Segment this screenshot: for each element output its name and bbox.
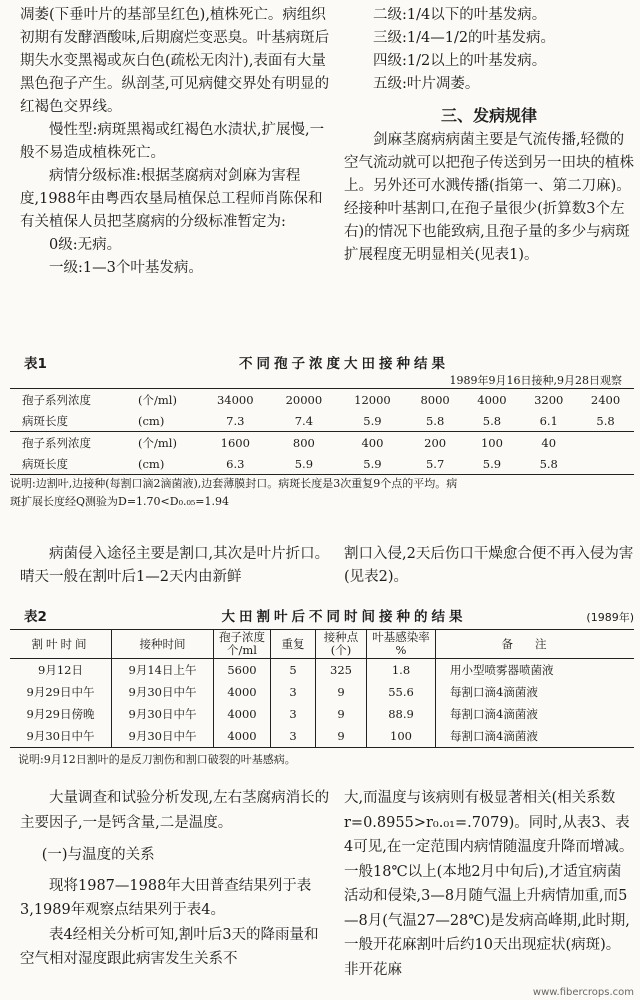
grade-item: 四级:1/2以上的叶基发病。 bbox=[373, 53, 547, 69]
row-label: 孢子系列浓度 bbox=[10, 389, 135, 411]
table2-note: 说明:9月12日割叶的是反刀割伤和割口破裂的叶基感病。 bbox=[18, 753, 296, 766]
table-cell: 5.9 bbox=[464, 453, 521, 475]
table2-block bbox=[10, 605, 634, 769]
mid-left-column bbox=[20, 543, 330, 589]
table2-title: 大田割叶后不同时间接种的结果 bbox=[221, 609, 467, 625]
paragraph: 割口入侵,2天后伤口干燥愈合便不再入侵为害(见表2)。 bbox=[344, 546, 634, 585]
table2-year-note: (1989年) bbox=[586, 611, 634, 624]
table2 bbox=[10, 629, 634, 748]
col-header: 重复 bbox=[271, 630, 316, 659]
table-cell: 200 bbox=[407, 432, 464, 454]
table1-row bbox=[10, 453, 634, 475]
table2-number: 表2 bbox=[24, 609, 47, 625]
table-cell: 6.1 bbox=[539, 413, 558, 428]
table-cell: 9 bbox=[316, 703, 367, 725]
table-cell: 5.8 bbox=[520, 453, 577, 475]
table-cell: 20000 bbox=[270, 389, 339, 411]
row-unit: (cm) bbox=[135, 453, 201, 475]
paragraph: 慢性型:病斑黑褐或红褐色水渍状,扩展慢,一般不易造成植株死亡。 bbox=[20, 122, 325, 161]
table-cell: 88.9 bbox=[367, 703, 436, 725]
table-cell: 800 bbox=[270, 432, 339, 454]
table2-header-row bbox=[10, 630, 634, 659]
table-cell: 每割口滴4滴菌液 bbox=[436, 681, 635, 703]
table-cell: 9 bbox=[316, 681, 367, 703]
table-cell: 4000 bbox=[464, 389, 521, 411]
paragraph: 大,而温度与该病则有极显著相关(相关系数r=0.8955>r₀.₀₁=.7079)。同时,从表3、表4可见,在一定范围内病情随温度升降而增减。一般18℃以上(本地2月中旬后),才适宜病菌活动和侵染,3—8月随气温上升病情加重,而5—8月(气温27—28℃)是发病高峰期,此时期,一般开花麻割叶后约10天出现症状(病斑)。非开花麻 bbox=[344, 790, 634, 978]
table1 bbox=[10, 388, 634, 475]
table-cell: 9月14日上午 bbox=[112, 659, 214, 682]
table-cell: 5600 bbox=[214, 659, 271, 682]
row-label: 病斑长度 bbox=[10, 453, 135, 475]
paragraph: 剑麻茎腐病病菌主要是气流传播,轻微的空气流动就可以把孢子传送到另一田块的植株上。另外还可水溅传播(指第一、第二刀麻)。经接种叶基割口,在孢子量很少(折算数3个左右)的情况下也能致病,且孢子量的多少与病斑扩展程度无明显相关(见表1)。 bbox=[344, 132, 634, 263]
table-cell: 3 bbox=[271, 681, 316, 703]
table-cell: 5.8 bbox=[425, 413, 445, 428]
table-cell bbox=[577, 453, 634, 475]
grade-item: 0级:无病。 bbox=[49, 237, 122, 253]
table-cell: 6.3 bbox=[201, 453, 270, 475]
table2-row bbox=[10, 725, 634, 748]
paragraph: 表4经相关分析可知,割叶后3天的降雨量和空气相对湿度跟此病害发生关系不 bbox=[20, 926, 319, 967]
table-cell: 3200 bbox=[520, 389, 577, 411]
table-cell: 3 bbox=[271, 703, 316, 725]
top-left-column bbox=[20, 4, 330, 280]
table2-row bbox=[10, 659, 634, 682]
table-cell: 4000 bbox=[214, 681, 271, 703]
table-cell: 9月30日中午 bbox=[10, 725, 112, 748]
row-unit: (个/ml) bbox=[135, 389, 201, 411]
table-cell: 100 bbox=[464, 432, 521, 454]
table2-row bbox=[10, 703, 634, 725]
table1-number: 表1 bbox=[24, 356, 47, 372]
paragraph: 现将1987—1988年大田普查结果列于表3,1989年观察点结果列于表4。 bbox=[20, 877, 312, 918]
table-cell: 5.7 bbox=[407, 453, 464, 475]
subsection-heading: (一)与温度的关系 bbox=[41, 847, 155, 863]
table-cell: 12000 bbox=[338, 389, 407, 411]
table-cell: 7.4 bbox=[294, 413, 314, 428]
table-cell: 325 bbox=[316, 659, 367, 682]
table-cell: 7.3 bbox=[226, 413, 245, 428]
row-label: 病斑长度 bbox=[22, 413, 68, 428]
table-cell: 5 bbox=[271, 659, 316, 682]
watermark: www.fibercrops.com bbox=[532, 987, 634, 998]
table1-note: 说明:边割叶,边接种(每割口滴2滴菌液),边套薄膜封口。病斑长度是3次重复9个点的平均。病 bbox=[10, 477, 458, 490]
top-right-column bbox=[344, 4, 634, 267]
table-cell: 40 bbox=[520, 432, 577, 454]
section-heading: 三、发病规律 bbox=[440, 106, 537, 125]
paragraph: 大量调查和试验分析发现,左右茎腐病消长的主要因子,一是钙含量,二是温度。 bbox=[20, 790, 330, 831]
grade-item: 三级:1/4—1/2的叶基发病。 bbox=[373, 30, 556, 46]
table2-title-row bbox=[10, 605, 634, 625]
row-label: 孢子系列浓度 bbox=[10, 432, 135, 454]
table-cell: 1600 bbox=[201, 432, 270, 454]
table-cell: 4000 bbox=[214, 725, 271, 748]
table-cell: 5.8 bbox=[482, 413, 502, 428]
bottom-right-column bbox=[344, 786, 634, 982]
table2-row bbox=[10, 681, 634, 703]
table1-row bbox=[10, 389, 634, 411]
table1-title-row bbox=[10, 352, 634, 372]
row-unit: (cm) bbox=[138, 413, 165, 428]
table-cell: 用小型喷雾器喷菌液 bbox=[436, 659, 635, 682]
col-header: 接种时间 bbox=[112, 630, 214, 659]
grade-item: 五级:叶片凋萎。 bbox=[373, 76, 480, 92]
paragraph: 凋萎(下垂叶片的基部呈红色),植株死亡。病组织初期有发酵酒酸味,后期腐烂变恶臭。叶基病斑后期失水变黑褐或灰白色(疏松无肉汁),表面有大量黑色孢子产生。纵剖茎,可见病健交界处有明显的红褐色交界线。 bbox=[20, 7, 330, 115]
row-unit: (个/ml) bbox=[135, 432, 201, 454]
table1-title: 不同孢子浓度大田接种结果 bbox=[239, 356, 449, 372]
paragraph: 病情分级标准:根据茎腐病对剑麻为害程度,1988年由粤西农垦局植保总工程师肖陈保和有关植保人员把茎腐病的分级标准暂定为: bbox=[20, 168, 323, 230]
table-cell: 9月30日中午 bbox=[112, 725, 214, 748]
table-cell: 9月29日傍晚 bbox=[26, 707, 95, 721]
table-cell: 9月30日中午 bbox=[112, 703, 214, 725]
table-cell: 5.9 bbox=[338, 453, 407, 475]
table-cell: 每割口滴4滴菌液 bbox=[436, 703, 635, 725]
table-cell: 5.9 bbox=[270, 453, 339, 475]
table-cell: 100 bbox=[367, 725, 436, 748]
table-cell: 400 bbox=[338, 432, 407, 454]
col-header: 叶基感染率 % bbox=[367, 630, 436, 659]
table-cell: 9 bbox=[316, 725, 367, 748]
mid-right-column bbox=[344, 543, 634, 589]
paragraph: 病菌侵入途径主要是割口,其次是叶片折口。晴天一般在割叶后1—2天内由新鲜 bbox=[20, 546, 330, 585]
table1-note: 斑扩展长度经Q测验为D=1.70<D₀.₀₅=1.94 bbox=[10, 495, 230, 508]
col-header: 孢子浓度 个/ml bbox=[214, 630, 271, 659]
col-header: 割叶时间 bbox=[10, 630, 112, 659]
table-cell: 55.6 bbox=[367, 681, 436, 703]
table-cell bbox=[577, 432, 634, 454]
col-header: 备注 bbox=[436, 630, 635, 659]
table-cell: 9月30日中午 bbox=[112, 681, 214, 703]
table-cell: 34000 bbox=[201, 389, 270, 411]
table-cell: 9月12日 bbox=[38, 663, 83, 677]
table-cell: 1.8 bbox=[367, 659, 436, 682]
table-cell: 2400 bbox=[577, 389, 634, 411]
table1-date-note: 1989年9月16日接种,9月28日观察 bbox=[449, 374, 622, 387]
grade-item: 二级:1/4以下的叶基发病。 bbox=[373, 7, 547, 23]
table1-row bbox=[10, 432, 634, 454]
table1-row bbox=[10, 410, 634, 432]
table-cell: 3 bbox=[271, 725, 316, 748]
col-header: 接种点 (个) bbox=[316, 630, 367, 659]
table1-block bbox=[10, 352, 634, 511]
bottom-left-column bbox=[20, 786, 330, 972]
table-cell: 5.8 bbox=[596, 413, 615, 428]
table-cell: 8000 bbox=[407, 389, 464, 411]
grade-item: 一级:1—3个叶基发病。 bbox=[49, 260, 203, 276]
table-cell: 每割口滴4滴菌液 bbox=[436, 725, 635, 748]
table-cell: 5.9 bbox=[363, 413, 382, 428]
table-cell: 9月29日中午 bbox=[26, 685, 95, 699]
table-cell: 4000 bbox=[214, 703, 271, 725]
